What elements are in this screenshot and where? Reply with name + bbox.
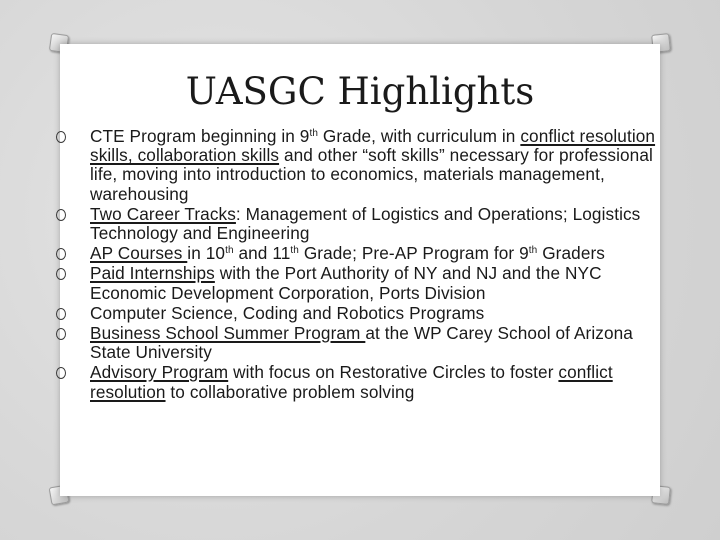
slide-title: UASGC Highlights [185, 70, 535, 113]
bullet-text: to collaborative problem solving [165, 381, 415, 402]
bullet-item [52, 324, 662, 362]
superscript: th [225, 245, 234, 257]
underlined-phrase: AP Courses [90, 243, 188, 264]
underlined-phrase: Paid Internships [90, 263, 215, 284]
bullet-circle-icon [56, 209, 66, 221]
bullet-item [52, 363, 662, 401]
underlined-phrase: Two Career Tracks [90, 203, 236, 224]
bullet-circle-icon [56, 268, 66, 280]
bullet-circle-icon [56, 367, 66, 379]
bullet-text: and other “soft skills” necessary for professional life, moving into introduction to economics, materials management, warehousing [90, 145, 653, 204]
bullet-text: Graders [537, 243, 605, 264]
bullet-item [52, 304, 662, 323]
bullet-item [52, 127, 662, 204]
bullet-text: in 10 [187, 243, 226, 264]
bullet-text: Computer Science, Coding and Robotics Programs [90, 302, 485, 323]
bullet-item [52, 205, 662, 243]
bullet-circle-icon [56, 248, 66, 260]
bullet-circle-icon [56, 328, 66, 340]
bullet-text: with focus on Restorative Circles to foster [228, 362, 559, 383]
underlined-phrase: conflict resolution skills, collaboration skills [90, 126, 656, 166]
bullet-text: Grade; Pre-AP Program for 9 [298, 243, 529, 264]
bullet-text: and 11 [233, 243, 291, 264]
underlined-phrase: conflict resolution [90, 362, 613, 402]
underlined-phrase: Business School Summer Program [90, 323, 366, 344]
bullet-item [52, 244, 662, 263]
bullet-text: with the Port Authority of NY and NJ and the NYC Economic Development Corporation, Ports Division [90, 263, 602, 303]
underlined-phrase: Advisory Program [90, 362, 229, 383]
bullet-circle-icon [56, 131, 66, 143]
superscript: th [309, 128, 319, 139]
bullet-text: Grade, with curriculum in [318, 126, 521, 146]
bullet-list [52, 127, 662, 403]
bullet-text: : Management of Logistics and Operations; Logistics Technology and Engineering [90, 203, 641, 244]
superscript: th [290, 245, 299, 257]
bullet-text: at the WP Carey School of Arizona State University [90, 323, 633, 363]
superscript: th [528, 245, 538, 257]
bullet-text: CTE Program beginning in 9 [90, 126, 310, 146]
bullet-item [52, 264, 662, 302]
bullet-circle-icon [56, 308, 66, 320]
